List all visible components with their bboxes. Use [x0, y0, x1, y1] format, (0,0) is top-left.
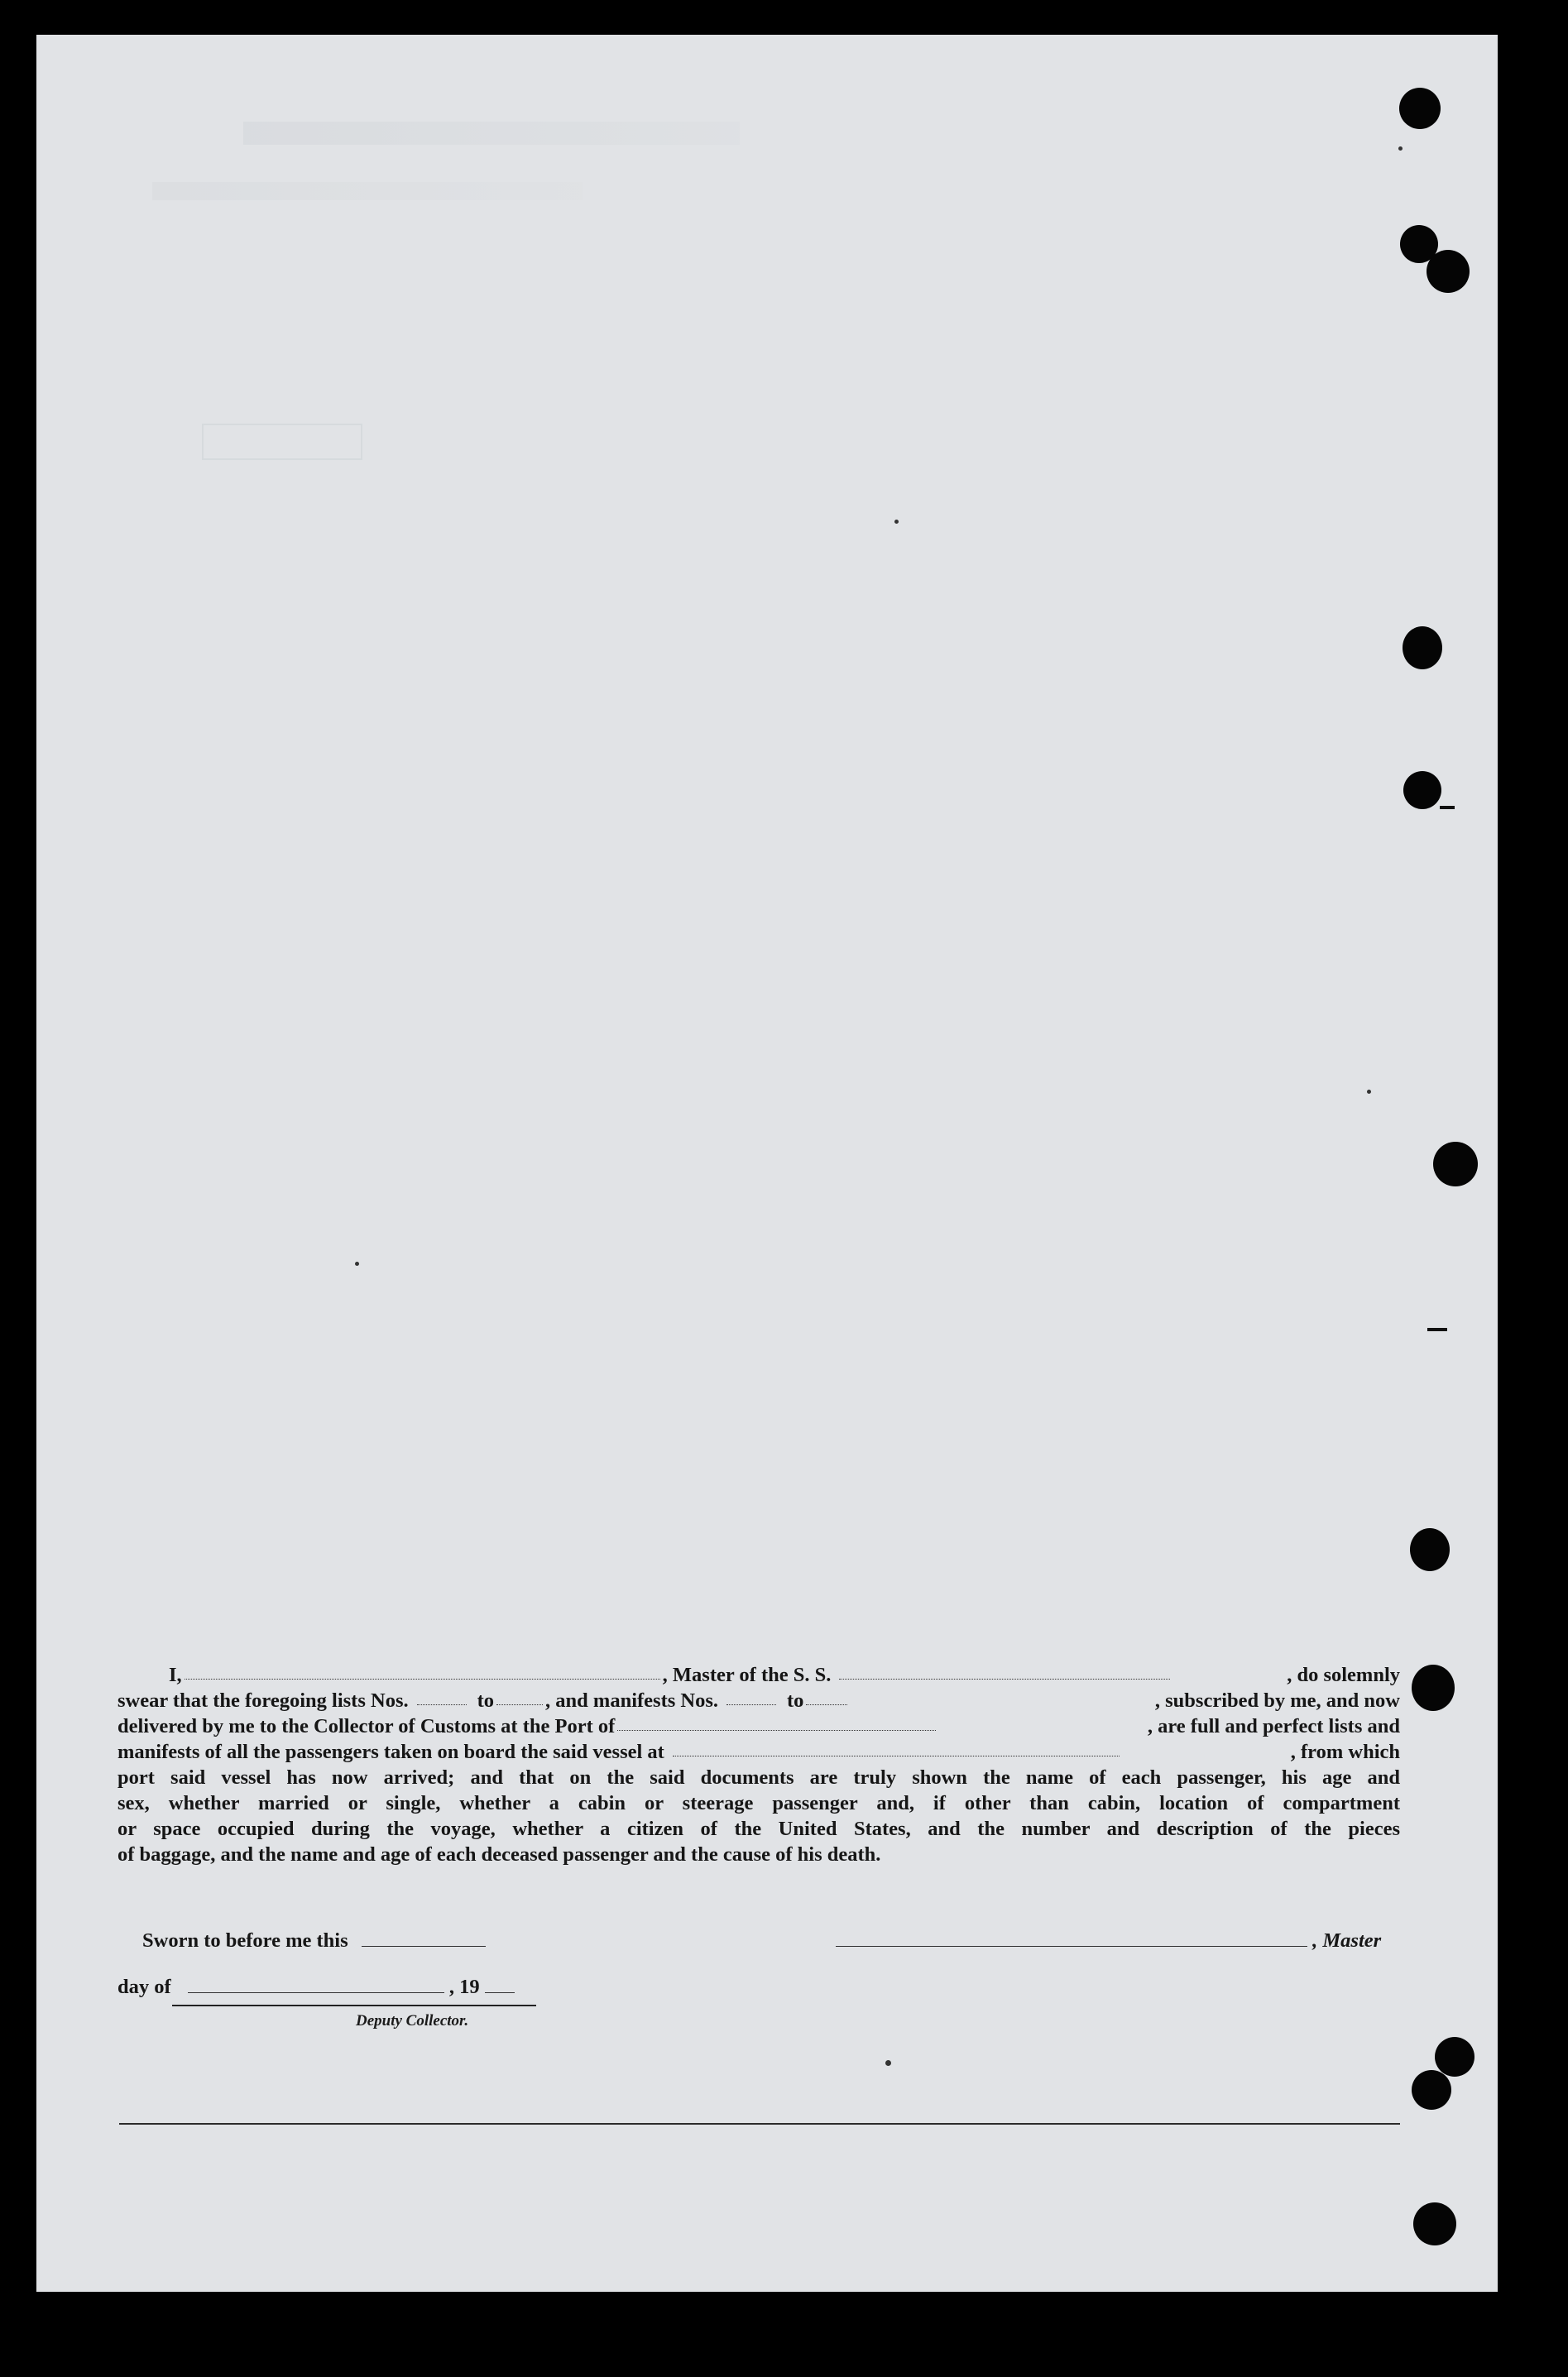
oath-from-which: , from which: [1290, 1741, 1400, 1763]
embark-port-blank: [673, 1739, 1120, 1756]
dust-speck: [1398, 146, 1403, 151]
master-signature-blank: [836, 1929, 1307, 1947]
lists-to-blank: [496, 1688, 543, 1705]
vessel-name-blank: [839, 1662, 1170, 1680]
punch-hole: [1433, 1142, 1478, 1186]
oath-vessel-at: manifests of all the passengers taken on board the said vessel at: [117, 1741, 664, 1763]
oath-to-1: to: [477, 1689, 495, 1712]
port-blank: [617, 1713, 936, 1731]
day-month-blank: [188, 1976, 444, 1993]
master-signature-line: [836, 1929, 1381, 1953]
edge-mark: [1427, 1328, 1447, 1331]
sworn-label: Sworn to before me this: [142, 1929, 348, 1952]
bleed-through-text: [243, 122, 740, 145]
punch-hole: [1410, 1528, 1450, 1571]
master-name-blank: [185, 1662, 660, 1680]
oath-solemnly: , do solemnly: [1287, 1664, 1400, 1686]
year-prefix: , 19: [448, 1976, 480, 1998]
dust-speck: [1367, 1090, 1371, 1094]
oath-line-2: [117, 1688, 1400, 1713]
dust-speck: [894, 520, 899, 524]
bottom-rule: [119, 2123, 1400, 2125]
day-of-line: [117, 1976, 515, 1999]
oath-line-5: port said vessel has now arrived; and that on the said documents are truly shown the name of each passenger, his age and: [117, 1766, 1400, 1789]
punch-hole: [1412, 2070, 1451, 2110]
oath-to-2: to: [787, 1689, 804, 1712]
punch-hole: [1403, 771, 1441, 809]
punch-hole: [1399, 88, 1441, 129]
dust-speck: [355, 1262, 359, 1266]
sworn-line: [142, 1929, 486, 1953]
bleed-through-text: [202, 424, 362, 460]
form-sheet: [36, 35, 1498, 2292]
manifests-from-blank: [726, 1688, 776, 1705]
day-of-label: day of: [117, 1976, 171, 1998]
deputy-collector-label: Deputy Collector.: [356, 2012, 469, 2030]
punch-hole: [1427, 250, 1470, 293]
oath-line-6: sex, whether married or single, whether a cabin or steerage passenger and, if other than cabin, location of compartment: [117, 1792, 1400, 1814]
sworn-date-blank: [362, 1929, 486, 1947]
edge-mark: [1440, 806, 1455, 809]
oath-full-perfect: , are full and perfect lists and: [1147, 1715, 1400, 1737]
oath-line-7: or space occupied during the voyage, whether a citizen of the United States, and the number and description of the pieces: [117, 1818, 1400, 1840]
deputy-signature-line: [172, 2005, 536, 2006]
punch-hole: [1435, 2037, 1474, 2077]
bleed-through-text: [152, 182, 583, 200]
manifests-to-blank: [806, 1688, 847, 1705]
year-blank: [485, 1976, 515, 1993]
oath-line-1: [117, 1662, 1400, 1688]
oath-master-of-ss: , Master of the S. S.: [662, 1664, 832, 1686]
oath-port-of: delivered by me to the Collector of Customs at the Port of: [117, 1715, 616, 1737]
oath-i: I,: [169, 1664, 182, 1686]
punch-hole: [1403, 626, 1442, 669]
dust-speck: [885, 2060, 891, 2066]
punch-hole: [1413, 2202, 1456, 2245]
oath-line-8: of baggage, and the name and age of each deceased passenger and the cause of his death.: [117, 1843, 881, 1866]
oath-paragraph: [117, 1662, 1400, 1867]
lists-from-blank: [417, 1688, 467, 1705]
oath-subscribed: , subscribed by me, and now: [1154, 1689, 1400, 1712]
oath-line-4: [117, 1739, 1400, 1765]
oath-lists-nos: swear that the foregoing lists Nos.: [117, 1689, 409, 1712]
master-label: , Master: [1312, 1929, 1382, 1952]
oath-line-3: [117, 1713, 1400, 1739]
punch-hole: [1412, 1665, 1455, 1711]
oath-manifests-nos: , and manifests Nos.: [545, 1689, 718, 1712]
